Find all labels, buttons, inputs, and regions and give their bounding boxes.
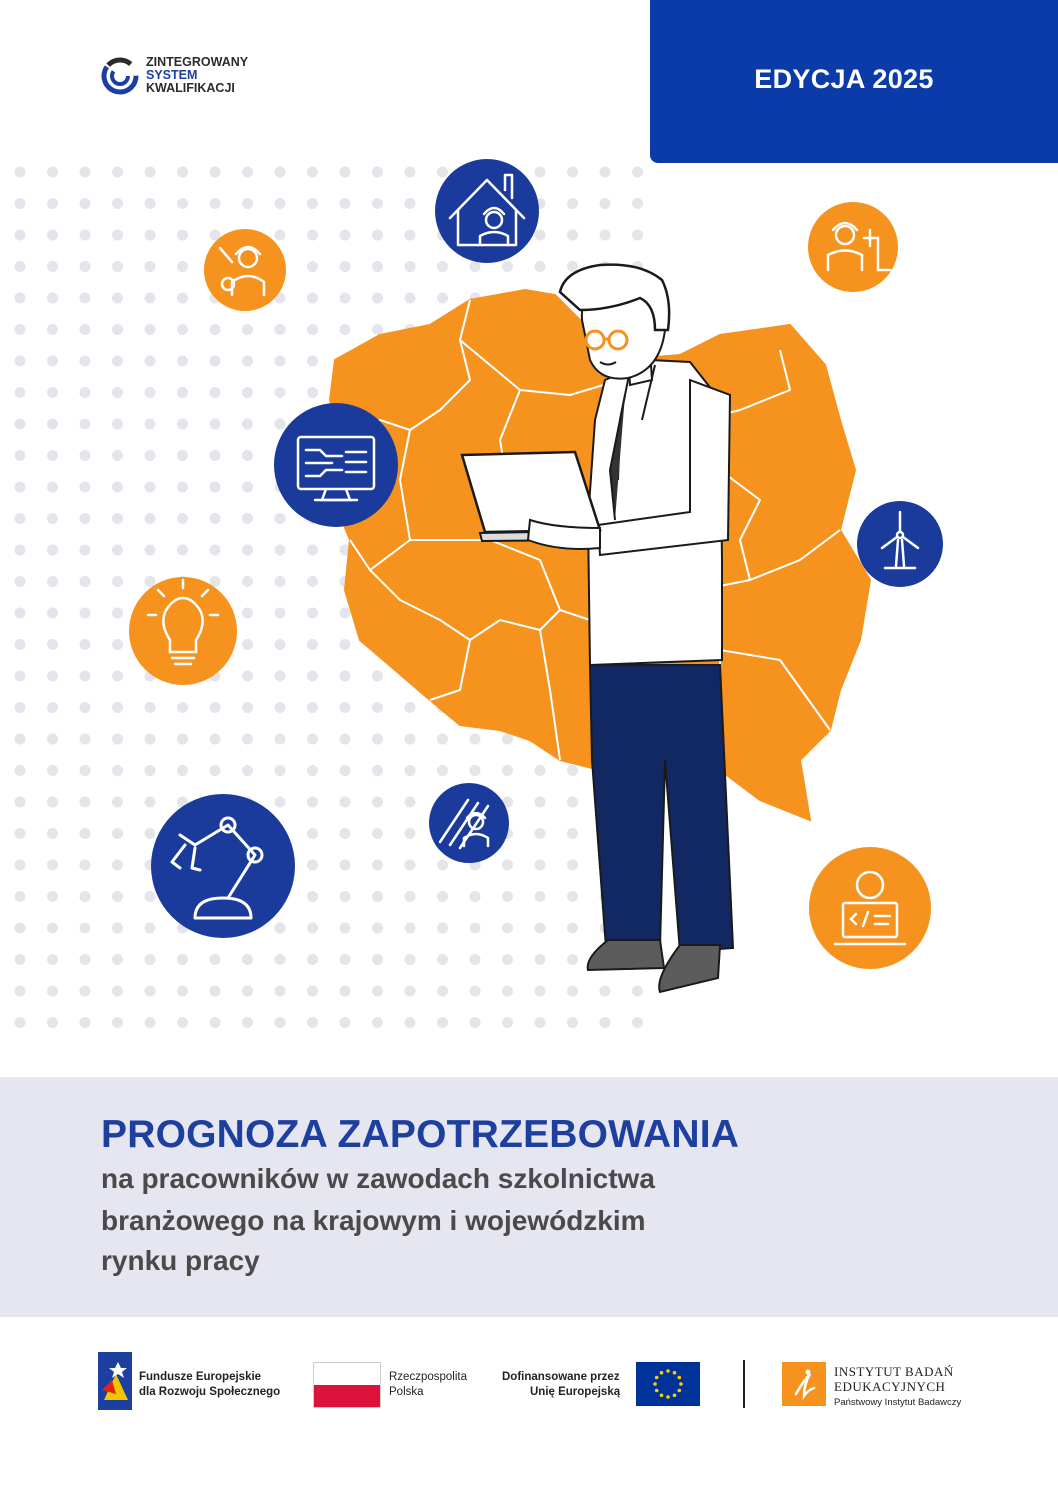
fe-line-2: dla Rozwoju Społecznego (139, 1386, 281, 1398)
rp-line-1: Rzeczpospolita (389, 1371, 467, 1383)
road-worker-icon (429, 783, 509, 863)
zsk-logo (100, 52, 300, 100)
zsk-line-3: KWALIFIKACJI (146, 81, 235, 95)
ibe-line-3: Państwowy Instytut Badawczy (834, 1397, 962, 1408)
edition-box (650, 0, 1058, 163)
funding-logos-footer (0, 1340, 1058, 1430)
subtitle-line-1: na pracowników w zawodach szkolnictwa (101, 1163, 655, 1194)
subtitle-line-3: rynku pracy (101, 1245, 260, 1276)
polish-flag-icon (313, 1362, 381, 1408)
eu-line-2: Unię Europejską (530, 1386, 621, 1398)
worker-with-wrench-icon (204, 229, 286, 311)
ibe-line-1: INSTYTUT BADAŃ (834, 1364, 954, 1379)
document-title: PROGNOZA ZAPOTRZEBOWANIA (101, 1113, 740, 1156)
footer-divider (743, 1360, 745, 1408)
edition-label: EDYCJA 2025 (754, 64, 934, 94)
ibe-line-2: EDUKACYJNYCH (834, 1379, 946, 1394)
programmer-icon (809, 847, 931, 969)
fundusze-europejskie-logo-icon (98, 1352, 132, 1410)
rp-line-2: Polska (389, 1386, 424, 1398)
house-builder-icon (435, 159, 539, 263)
lightbulb-icon (129, 577, 237, 685)
eu-line-1: Dofinansowane przez (502, 1371, 620, 1383)
zsk-line-2: SYSTEM (146, 68, 198, 82)
computer-circuit-icon (274, 403, 398, 527)
zsk-line-1: ZINTEGROWANY (146, 55, 249, 69)
ibe-logo-icon (782, 1362, 826, 1406)
fe-line-1: Fundusze Europejskie (139, 1371, 262, 1383)
plumber-icon (808, 202, 898, 292)
eu-flag-icon (636, 1362, 700, 1406)
zsk-logo-icon (100, 54, 140, 98)
robot-arm-icon (151, 794, 295, 938)
cover-illustration (0, 150, 1058, 1070)
wind-turbine-icon (857, 501, 943, 587)
subtitle-line-2: branżowego na krajowym i wojewódzkim (101, 1205, 646, 1236)
